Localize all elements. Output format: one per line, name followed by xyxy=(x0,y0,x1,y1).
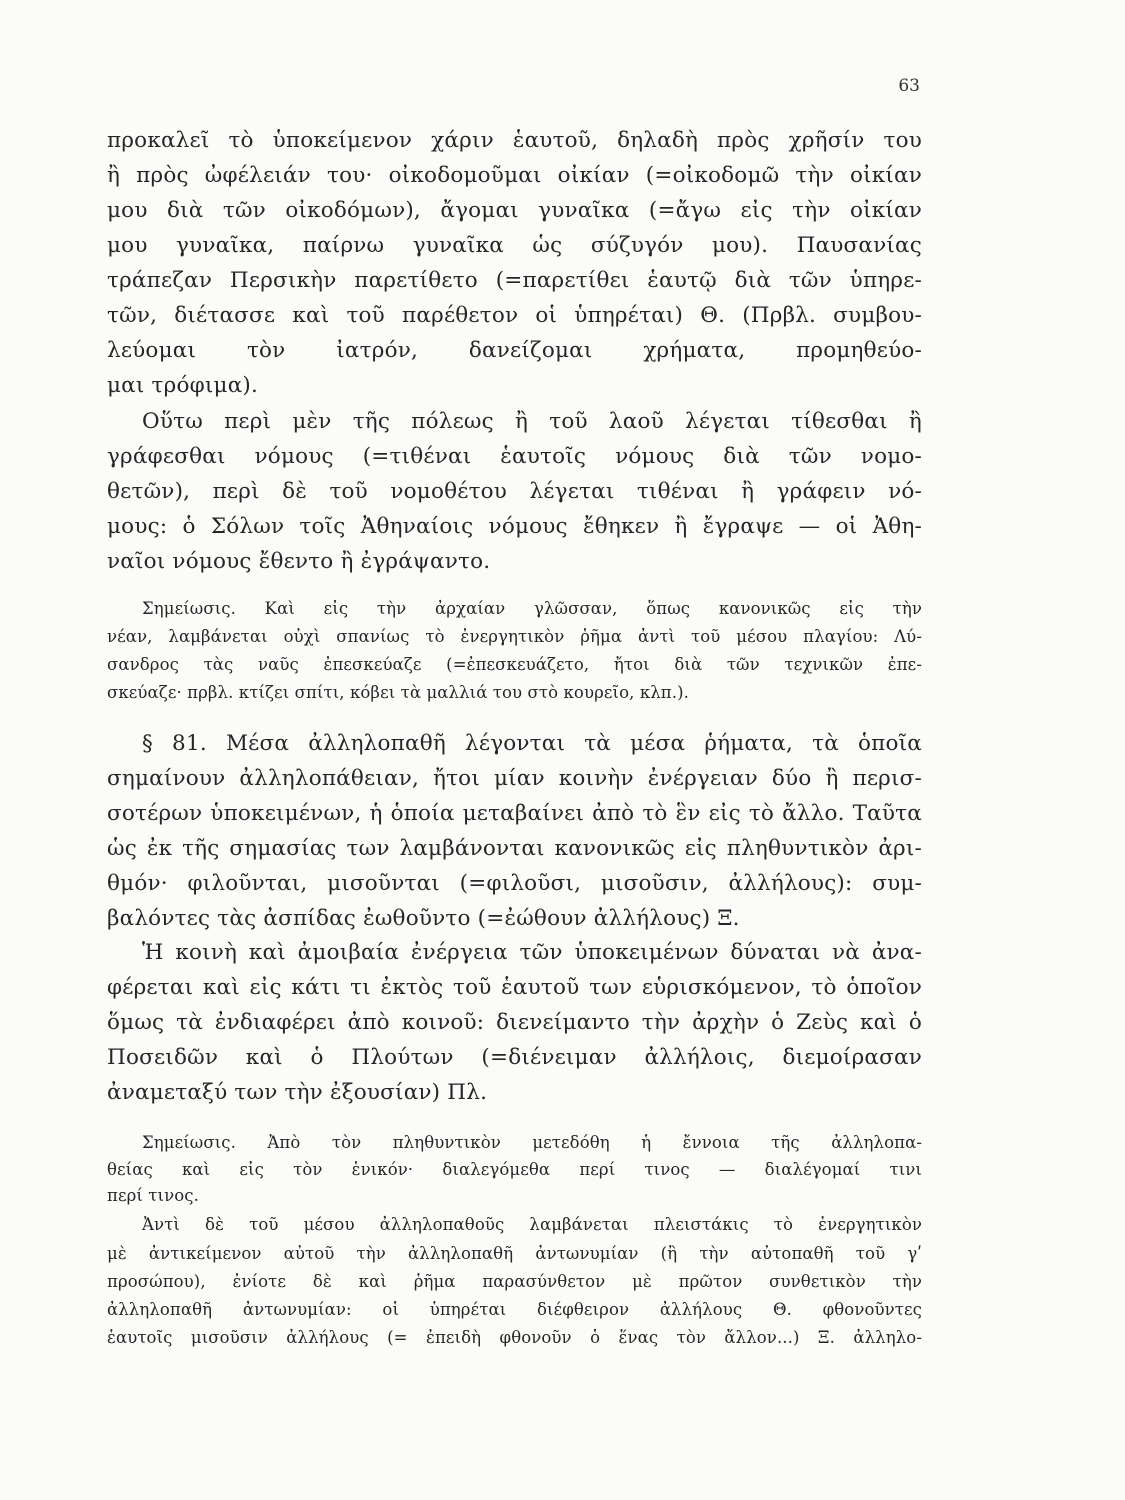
text-line: ὡς ἐκ τῆς σημασίας των λαμβάνονται κανονικῶς εἰς πληθυντικὸν ἀρι- xyxy=(107,836,922,861)
text-line: σοτέρων ὑποκειμένων, ἡ ὁποία μεταβαίνει ἀπὸ τὸ ἓν εἰς τὸ ἄλλο. Ταῦτα xyxy=(107,801,922,826)
section-heading-line: § 81. Μέσα ἀλληλοπαθῆ λέγονται τὰ μέσα ῥήματα, τὰ ὁποῖα xyxy=(142,731,922,756)
text-line: γράφεσθαι νόμους (=τιθέναι ἑαυτοῖς νόμους διὰ τῶν νομο- xyxy=(107,444,922,469)
text-line: Ἡ κοινὴ καὶ ἀμοιβαία ἐνέργεια τῶν ὑποκειμένων δύναται νὰ ἀνα- xyxy=(142,940,922,965)
note-line: σανδρος τὰς ναῦς ἐπεσκεύαζε (=ἐπεσκευάζετο, ἤτοι διὰ τῶν τεχνικῶν ἐπε- xyxy=(107,655,922,674)
note-line: προσώπου), ἐνίοτε δὲ καὶ ῥῆμα παρασύνθετον μὲ πρῶτον συνθετικὸν τὴν xyxy=(107,1272,922,1291)
note-line: μὲ ἀντικείμενον αὐτοῦ τὴν ἀλληλοπαθῆ ἀντωνυμίαν (ἢ τὴν αὐτοπαθῆ τοῦ γʹ xyxy=(107,1244,922,1263)
text-line: θετῶν), περὶ δὲ τοῦ νομοθέτου λέγεται τιθέναι ἢ γράφειν νό- xyxy=(107,479,922,504)
note-line: Σημείωσις. Καὶ εἰς τὴν ἀρχαίαν γλῶσσαν, ὅπως κανονικῶς εἰς τὴν xyxy=(142,599,922,618)
text-line: μου γυναῖκα, παίρνω γυναῖκα ὡς σύζυγόν μου). Παυσανίας xyxy=(107,233,922,258)
text-line: λεύομαι τὸν ἰατρόν, δανείζομαι χρήματα, προμηθεύο- xyxy=(107,338,922,363)
note-line: Ἀντὶ δὲ τοῦ μέσου ἀλληλοπαθοῦς λαμβάνεται πλειστάκις τὸ ἐνεργητικὸν xyxy=(142,1215,922,1234)
note-line: σκεύαζε· πρβλ. κτίζει σπίτι, κόβει τὰ μαλλιά του στὸ κουρεῖο, κλπ.). xyxy=(107,683,689,702)
text-line: βαλόντες τὰς ἀσπίδας ἐωθοῦντο (=ἐώθουν ἀλλήλους) Ξ. xyxy=(107,906,740,931)
note-line: νέαν, λαμβάνεται οὐχὶ σπανίως τὸ ἐνεργητικὸν ῥῆμα ἀντὶ τοῦ μέσου πλαγίου: Λύ- xyxy=(107,627,922,646)
text-line: τράπεζαν Περσικὴν παρετίθετο (=παρετίθει ἑαυτῷ διὰ τῶν ὑπηρε- xyxy=(107,268,922,293)
note-line: ἀλληλοπαθῆ ἀντωνυμίαν: οἱ ὑπηρέται διέφθειρον ἀλλήλους Θ. φθονοῦντες xyxy=(107,1300,922,1319)
text-line: μου διὰ τῶν οἰκοδόμων), ἄγομαι γυναῖκα (=ἄγω εἰς τὴν οἰκίαν xyxy=(107,198,922,223)
text-line: Οὕτω περὶ μὲν τῆς πόλεως ἢ τοῦ λαοῦ λέγεται τίθεσθαι ἢ xyxy=(142,409,922,434)
text-line: Ποσειδῶν καὶ ὁ Πλούτων (=διένειμαν ἀλλήλοις, διεμοίρασαν xyxy=(107,1045,922,1070)
note-line: θείας καὶ εἰς τὸν ἑνικόν· διαλεγόμεθα περί τινος — διαλέγομαί τινι xyxy=(107,1160,922,1179)
text-line: τῶν, διέτασσε καὶ τοῦ παρέθετον οἱ ὑπηρέται) Θ. (Πρβλ. συμβου- xyxy=(107,303,922,328)
text-line: ὅμως τὰ ἐνδιαφέρει ἀπὸ κοινοῦ: διενείμαντο τὴν ἀρχὴν ὁ Ζεὺς καὶ ὁ xyxy=(107,1010,922,1035)
text-line: σημαίνουν ἀλληλοπάθειαν, ἤτοι μίαν κοινὴν ἐνέργειαν δύο ἢ περισ- xyxy=(107,766,922,791)
text-line: ναῖοι νόμους ἔθεντο ἢ ἐγράψαντο. xyxy=(107,549,491,574)
text-line: ἀναμεταξύ των τὴν ἐξουσίαν) Πλ. xyxy=(107,1080,488,1105)
page-number: 63 xyxy=(898,76,920,96)
text-line: φέρεται καὶ εἰς κάτι τι ἐκτὸς τοῦ ἑαυτοῦ των εὑρισκόμενον, τὸ ὁποῖον xyxy=(107,975,922,1000)
note-line: περί τινος. xyxy=(107,1186,199,1205)
note-line: ἑαυτοῖς μισοῦσιν ἀλλήλους (= ἐπειδὴ φθονοῦν ὁ ἕνας τὸν ἄλλον...) Ξ. ἀλληλο- xyxy=(107,1328,922,1347)
text-line: θμόν· φιλοῦνται, μισοῦνται (=φιλοῦσι, μισοῦσιν, ἀλλήλους): συμ- xyxy=(107,871,922,896)
text-line: μους: ὁ Σόλων τοῖς Ἀθηναίοις νόμους ἔθηκεν ἢ ἔγραψε — οἱ Ἀθη- xyxy=(107,514,922,539)
note-line: Σημείωσις. Ἀπὸ τὸν πληθυντικὸν μετεδόθη ἡ ἔννοια τῆς ἀλληλοπα- xyxy=(142,1133,922,1152)
text-line: προκαλεῖ τὸ ὑποκείμενον χάριν ἑαυτοῦ, δηλαδὴ πρὸς χρῆσίν του xyxy=(107,128,922,153)
text-line: μαι τρόφιμα). xyxy=(107,373,259,398)
text-line: ἢ πρὸς ὠφέλειάν του· οἰκοδομοῦμαι οἰκίαν (=οἰκοδομῶ τὴν οἰκίαν xyxy=(107,163,922,188)
